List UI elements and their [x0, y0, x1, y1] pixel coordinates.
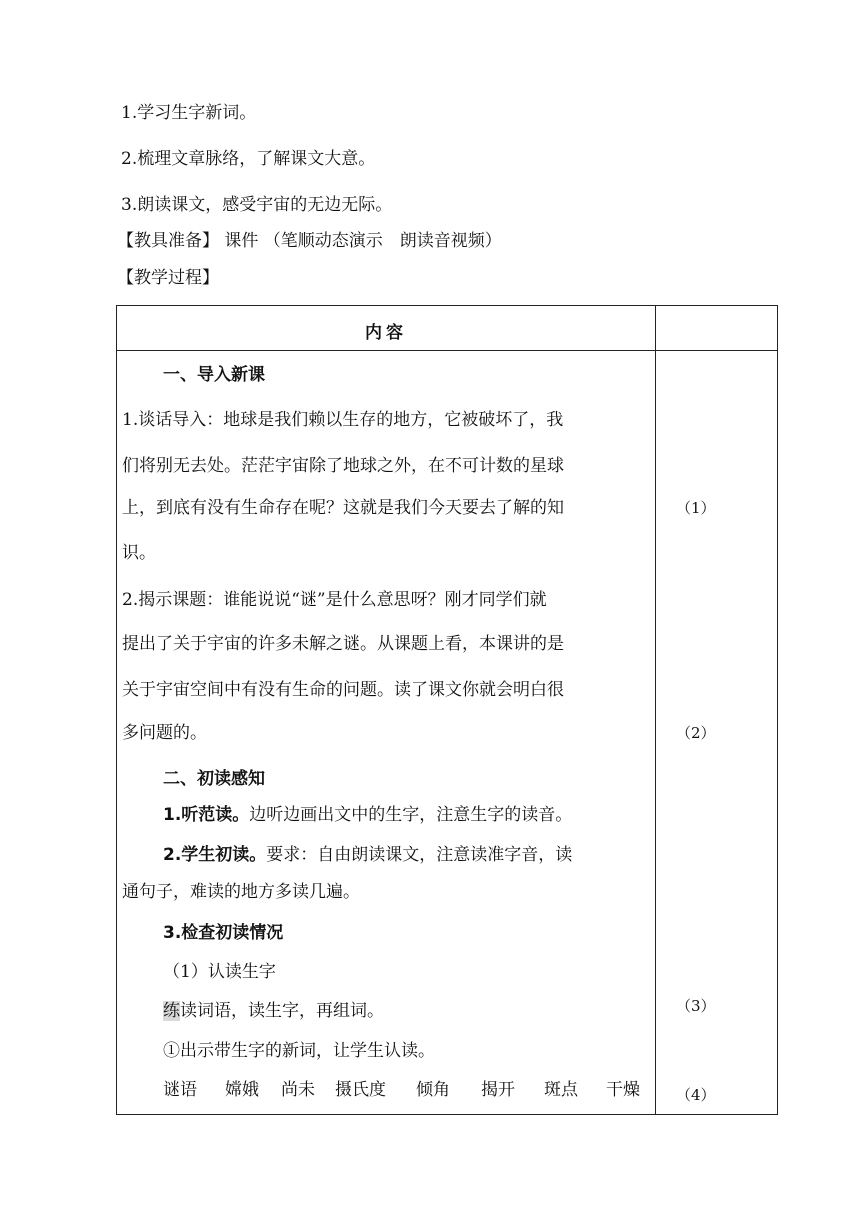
word-item: 嫦娥 [225, 1080, 259, 1100]
header-divider [117, 350, 777, 351]
p2-line-4: 多问题的。 [122, 723, 207, 743]
table-header-content: 内容 [365, 323, 407, 343]
circle-item-1: ①出示带生字的新词，让学生认读。 [163, 1041, 435, 1061]
note-2: （2） [676, 724, 716, 742]
practice-line [163, 1001, 384, 1021]
practice-highlight: 练 [163, 1001, 180, 1021]
section-title-intro: 一、导入新课 [163, 365, 265, 385]
item-1-label: 1.听范读。 [163, 805, 250, 825]
word-item: 摄氏度 [335, 1080, 386, 1100]
p1-line-1: 1.谈话导入：地球是我们赖以生存的地方，它被破坏了，我 [122, 410, 564, 430]
p1-line-3: 上，到底有没有生命存在呢？这就是我们今天要去了解的知 [122, 498, 564, 518]
p1-line-4: 识。 [122, 543, 156, 563]
item-2-label: 2.学生初读。 [163, 845, 267, 865]
p2-line-1: 2.揭示课题：谁能说说“谜”是什么意思呀？刚才同学们就 [122, 590, 547, 610]
objective-2: 2.梳理文章脉络，了解课文大意。 [121, 149, 376, 169]
process-title: 【教学过程】 [117, 268, 219, 288]
practice-text: 读词语，读生字，再组词。 [180, 1001, 384, 1021]
word-item: 倾角 [416, 1080, 450, 1100]
item-2-line-2: 通句子，难读的地方多读几遍。 [122, 882, 360, 902]
word-item: 斑点 [544, 1080, 578, 1100]
item-1-text: 边听边画出文中的生字，注意生字的读音。 [249, 805, 573, 825]
objective-1: 1.学习生字新词。 [121, 103, 257, 123]
note-1: （1） [676, 499, 716, 517]
p1-line-2: 们将别无去处。茫茫宇宙除了地球之外，在不可计数的星球 [122, 456, 564, 476]
item-2-text: 要求：自由朗读课文，注意读准字音，读 [266, 845, 573, 865]
note-4: （4） [676, 1086, 716, 1104]
teaching-aids: 【教具准备】 课件 （笔顺动态演示 朗读音视频） [117, 231, 502, 251]
word-item: 谜语 [163, 1080, 197, 1100]
sub-item-1: （1）认读生字 [163, 962, 276, 982]
p2-line-2: 提出了关于宇宙的许多未解之谜。从课题上看，本课讲的是 [122, 634, 564, 654]
section-title-first-reading: 二、初读感知 [163, 769, 265, 789]
p2-line-3: 关于宇宙空间中有没有生命的问题。读了课文你就会明白很 [122, 680, 564, 700]
word-item: 揭开 [481, 1080, 515, 1100]
item-1 [163, 805, 572, 825]
column-divider [655, 306, 656, 1114]
note-3: （3） [676, 997, 716, 1015]
word-item: 干燥 [606, 1080, 640, 1100]
objective-3: 3.朗读课文，感受宇宙的无边无际。 [121, 195, 393, 215]
item-3: 3.检查初读情况 [163, 923, 284, 943]
word-item: 尚未 [281, 1080, 315, 1100]
item-2 [163, 845, 572, 865]
